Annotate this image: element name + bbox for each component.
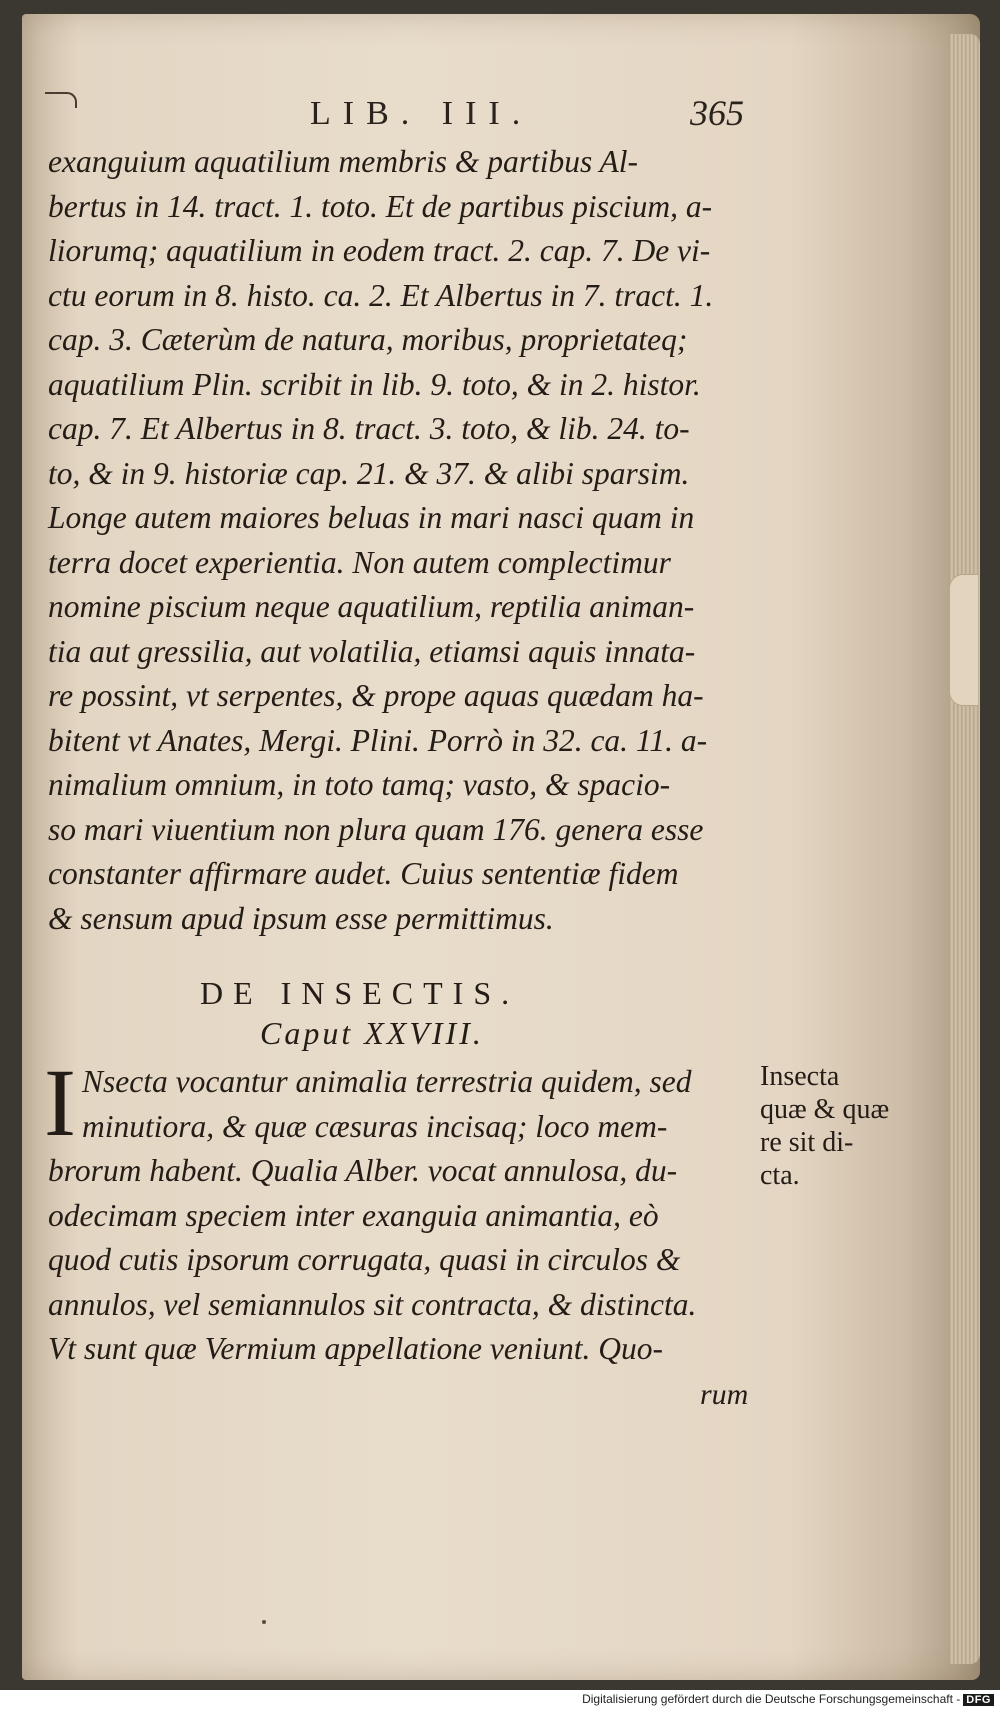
text-line: Vt sunt quæ Vermium appellatione veniunt. Quo- [48,1331,664,1366]
digitization-credit [582,1692,994,1706]
text-line: nimalium omnium, in toto tamq; vasto, & spacio- [48,767,671,802]
page-fore-edge [950,34,980,1664]
text-line: brorum habent. Qualia Alber. vocat annulosa, du- [48,1153,678,1188]
running-title: LIB. III. [310,95,533,132]
text-line: Nsecta vocantur animalia terrestria quidem, sed [82,1064,692,1099]
text-line: quod cutis ipsorum corrugata, quasi in circulos & [48,1242,681,1277]
text-line: constanter affirmare audet. Cuius sententiæ fidem [48,856,679,891]
chapter-paragraph [48,1060,758,1372]
dfg-logo: DFG [963,1694,994,1706]
credit-text: Digitalisierung gefördert durch die Deutsche Forschungsgemeinschaft - [582,1692,961,1706]
text-line: & sensum apud ipsum esse permittimus. [48,900,554,936]
page-tab [949,574,978,706]
marginal-line: re sit di- [760,1127,854,1158]
text-line: liorumq; aquatilium in eodem tract. 2. cap. 7. De vi- [48,233,711,268]
marginal-line: Insecta [760,1061,840,1092]
marginal-line: quæ & quæ [760,1094,890,1125]
text-line: bitent vt Anates, Mergi. Plini. Porrò in 32. ca. 11. a- [48,722,708,758]
drop-cap: I [44,1049,76,1156]
marginal-note [760,1060,900,1192]
text-line: nomine piscium neque aquatilium, reptilia animan- [48,589,695,624]
corner-mark [45,92,77,108]
page-number: 365 [690,93,744,133]
text-line: minutiora, & quæ cæsuras incisaq; loco mem- [82,1108,668,1144]
text-line: annulos, vel semiannulos sit contracta, & distincta. [48,1286,697,1322]
text-line: ctu eorum in 8. histo. ca. 2. Et Albertus in 7. tract. 1. [48,277,714,313]
catchword: rum [700,1378,749,1411]
text-line: cap. 7. Et Albertus in 8. tract. 3. toto, & lib. 24. to- [48,411,690,446]
text-line: tia aut gressilia, aut volatilia, etiamsi aquis innata- [48,633,696,669]
text-line: to, & in 9. historiæ cap. 21. & 37. & alibi sparsim. [48,455,690,491]
text-line: Longe autem maiores beluas in mari nasci quam in [48,500,695,535]
body-paragraph [48,140,758,941]
text-line: odecimam speciem inter exanguia animantia, eò [48,1197,659,1233]
text-line: terra docet experientia. Non autem complectimur [48,544,671,580]
text-line: aquatilium Plin. scribit in lib. 9. toto, & in 2. histor. [48,366,701,402]
ink-speck [262,1620,266,1624]
text-line: re possint, vt serpentes, & prope aquas quædam ha- [48,678,704,713]
marginal-line: cta. [760,1160,800,1191]
text-line: cap. 3. Cæterùm de natura, moribus, proprietateq; [48,322,688,357]
text-line: exanguium aquatilium membris & partibus Al- [48,144,639,179]
chapter-number: Caput XXVIII. [260,1015,484,1051]
text-line: bertus in 14. tract. 1. toto. Et de partibus piscium, a- [48,188,713,224]
section-title: DE INSECTIS. [200,975,520,1011]
text-line: so mari viuentium non plura quam 176. genera esse [48,811,704,847]
